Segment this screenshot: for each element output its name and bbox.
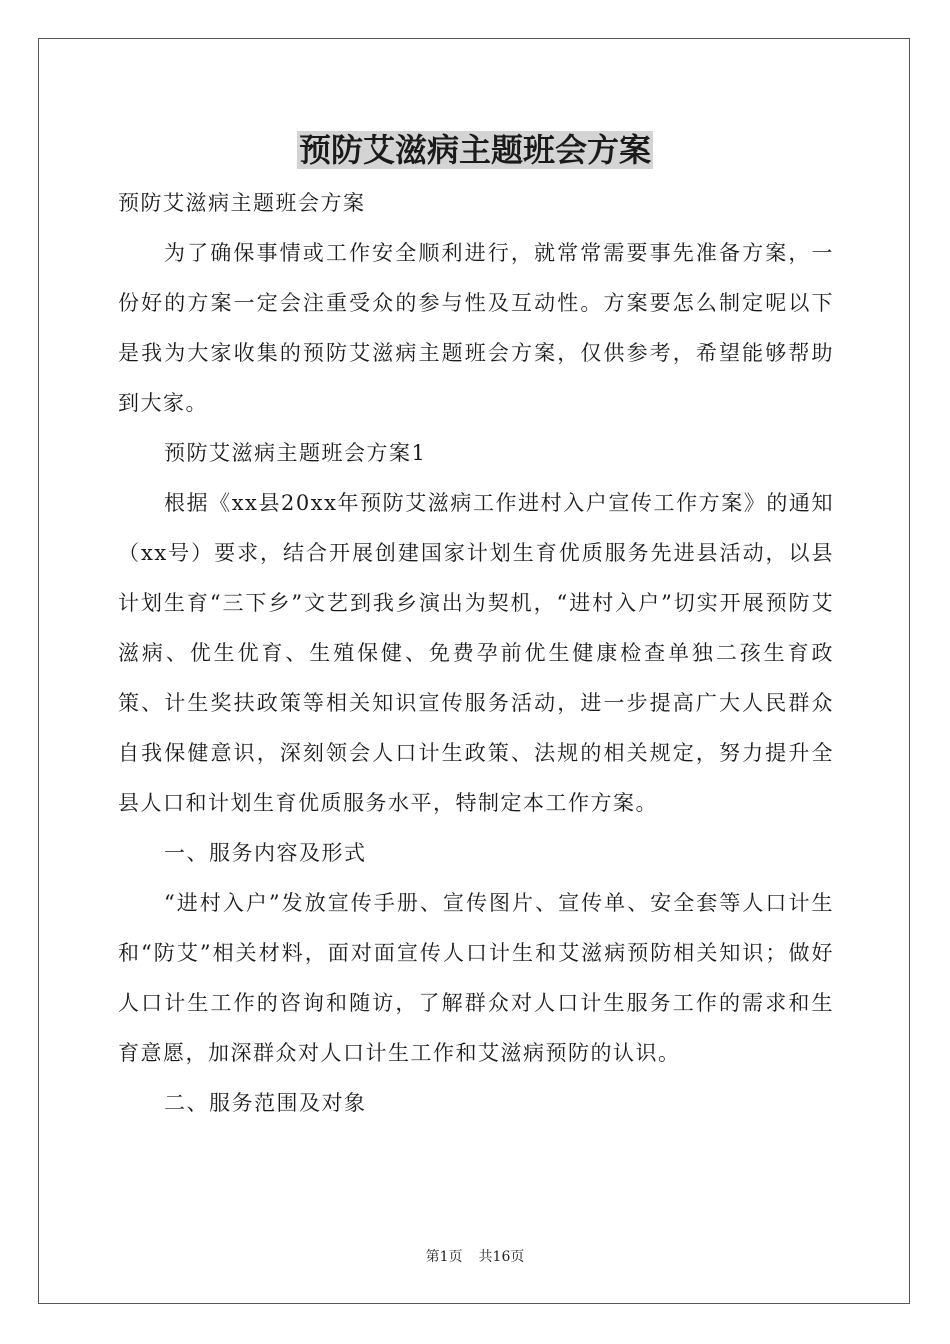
document-title	[0, 128, 950, 172]
page-number: 第1页	[425, 1249, 463, 1265]
page-total: 共16页	[478, 1249, 525, 1265]
paragraph-intro: 为了确保事情或工作安全顺利进行，就常常需要事先准备方案，一份好的方案一定会注重受众的参与性及互动性。方案要怎么制定呢以下是我为大家收集的预防艾滋病主题班会方案，仅供参考，希望能够帮助到大家。	[118, 241, 834, 415]
paragraph-service-content: “进村入户”发放宣传手册、宣传图片、宣传单、安全套等人口计生和“防艾”相关材料，面对面宣传人口计生和艾滋病预防相关知识；做好人口计生工作的咨询和随访，了解群众对人口计生服务工作的需求和生育意愿，加深群众对人口计生工作和艾滋病预防的认识。	[118, 891, 834, 1065]
section-heading-service-content: 一、服务内容及形式	[164, 841, 367, 865]
document-title-text: 预防艾滋病主题班会方案	[298, 131, 651, 169]
section-heading-plan-1: 预防艾滋病主题班会方案1	[164, 441, 427, 465]
document-body	[118, 178, 834, 1128]
section-heading-service-scope: 二、服务范围及对象	[164, 1091, 367, 1115]
document-subtitle: 预防艾滋病主题班会方案	[118, 191, 366, 215]
paragraph-basis: 根据《xx县20xx年预防艾滋病工作进村入户宣传工作方案》的通知（xx号）要求，结合开展创建国家计划生育优质服务先进县活动，以县计划生育“三下乡”文艺到我乡演出为契机，“进村入户”切实开展预防艾滋病、优生优育、生殖保健、免费孕前优生健康检查单独二孩生育政策、计生奖扶政策等相关知识宣传服务活动，进一步提高广大人民群众自我保健意识，深刻领会人口计生政策、法规的相关规定，努力提升全县人口和计划生育优质服务水平，特制定本工作方案。	[118, 491, 834, 815]
page-footer	[0, 1246, 950, 1266]
